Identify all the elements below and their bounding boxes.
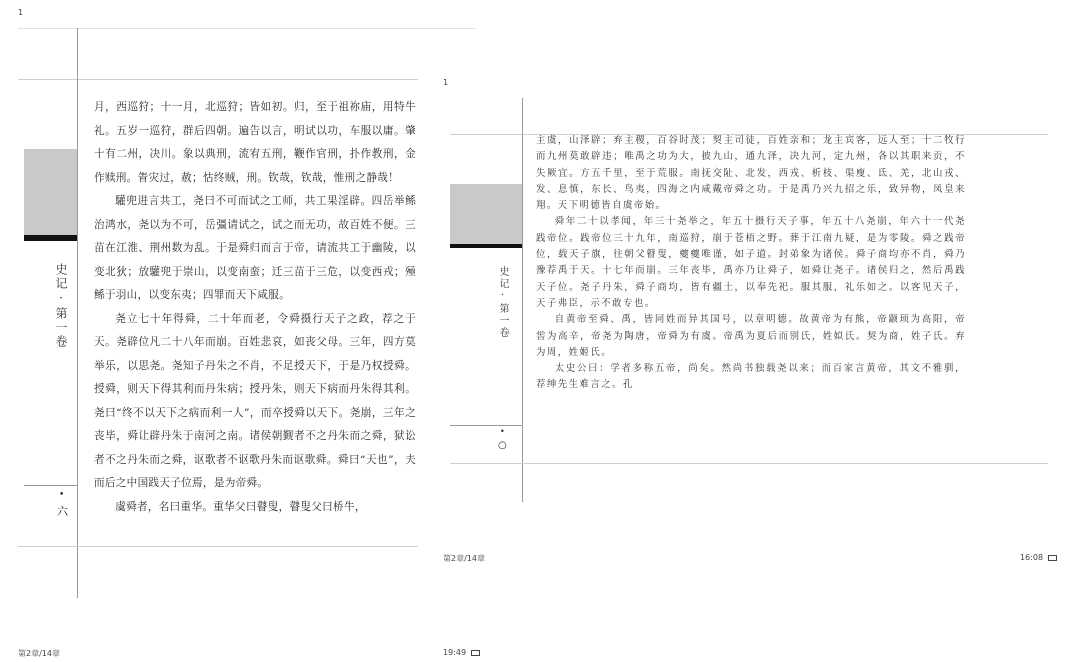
left-side-title: 史记·第一卷 — [54, 263, 68, 349]
right-side-title: 史记·第一卷 — [497, 266, 508, 339]
right-paragraph-4: 太史公曰：学者多称五帝，尚矣。然尚书独载尧以来；而百家言黄帝，其文不雅驯，荐绅先生难言之。孔 — [536, 363, 966, 391]
right-side-black-bar — [450, 244, 522, 248]
right-paragraph-1: 主虞，山泽辟；弃主稷，百谷时茂；契主司徒，百姓亲和；龙主宾客，远人至；十二牧行而九州莫敢辟违；唯禹之功为大，披九山，通九泽，决九河，定九州，各以其职来贡，不失厥宜。方五千里，至于荒服。南抚交阯、北发，西戎、析枝、渠廋、氐、羌，北山戎、发、息慎，东长、鸟夷，四海之内咸戴帝舜之功。于是禹乃兴九招之乐，致异物，凤皇来翔。天下明德皆自虞帝始。 — [536, 135, 966, 212]
right-bottom-rule — [450, 463, 1048, 464]
right-time-text: 16:08 — [1020, 553, 1044, 562]
right-footer-time — [1020, 553, 1057, 562]
left-side-black-bar — [24, 235, 77, 241]
left-bottom-rule — [18, 546, 418, 547]
left-pagenum-rule — [24, 485, 77, 486]
left-paragraph-2: 驩兜进言共工，尧曰不可而试之工师，共工果淫辟。四岳举鲧治鸿水，尧以为不可，岳彊请试之，试之而无功，故百姓不便。三苗在江淮、荆州数为乱。于是舜归而言于帝，请流共工于幽陵，以变北狄；放驩兜于崇山，以变南蛮；迁三苗于三危，以变西戎；殛鲧于羽山，以变东夷；四罪而天下咸服。 — [94, 195, 416, 301]
right-paragraph-3: 自黄帝至舜、禹，皆同姓而异其国号，以章明德。故黄帝为有熊，帝颛顼为高阳，帝喾为高辛，帝尧为陶唐，帝舜为有虞。帝禹为夏后而别氏，姓姒氏。契为商，姓子氏。弃为周，姓姬氏。 — [536, 314, 966, 358]
right-page-marker: 1 — [443, 78, 449, 87]
battery-icon — [471, 650, 480, 656]
battery-icon — [1048, 555, 1057, 561]
left-paragraph-3: 尧立七十年得舜，二十年而老，令舜摄行天子之政，荐之于天。尧辟位凡二十八年而崩。百姓悲哀，如丧父母。三年，四方莫举乐，以思尧。尧知子丹朱之不肖，不足授天下，于是乃权授舜。授舜，则天下得其利而丹朱病；授丹朱，则天下病而丹朱得其利。尧曰“终不以天下之病而利一人”，而卒授舜以天下。尧崩，三年之丧毕，舜让辟丹朱于南河之南。诸侯朝觐者不之丹朱而之舜，狱讼者不之丹朱而之舜，讴歌者不讴歌丹朱而讴歌舜。舜曰“天也”，夫而后之中国践天子位焉，是为帝舜。 — [94, 312, 416, 489]
right-body-text — [536, 133, 966, 394]
left-header-rule — [18, 79, 418, 80]
left-footer-chapter: 第2章/14章 — [18, 649, 60, 658]
right-footer-chapter: 第2章/14章 — [443, 554, 485, 563]
left-page-marker: 1 — [18, 8, 24, 17]
left-page-number: 六 — [57, 505, 68, 518]
right-page-dot: • — [500, 427, 505, 436]
left-page-dot: • — [59, 490, 65, 500]
right-side-gray-band — [450, 184, 522, 244]
right-page-number: ○ — [498, 440, 507, 451]
left-time-text: 19:49 — [443, 648, 467, 657]
left-body-text — [94, 96, 416, 519]
left-side-gray-band — [24, 149, 77, 235]
right-paragraph-2: 舜年二十以孝闻，年三十尧举之，年五十摄行天子事，年五十八尧崩，年六十一代尧践帝位。践帝位三十九年，南巡狩，崩于苍梧之野。葬于江南九疑，是为零陵。舜之践帝位，载天子旗，往朝父瞽叟，夔夔唯谨，如子道。封弟象为诸侯。舜子商均亦不肖，舜乃豫荐禹于天。十七年而崩。三年丧毕，禹亦乃让舜子，如舜让尧子。诸侯归之，然后禹践天子位。尧子丹朱，舜子商均，皆有疆土，以奉先祀。服其服，礼乐如之。以客见天子，天子弗臣，示不敢专也。 — [536, 216, 966, 309]
left-paragraph-4: 虞舜者，名曰重华。重华父曰瞽叟，瞽叟父曰桥牛， — [115, 500, 366, 513]
left-footer-time — [443, 648, 480, 657]
right-margin-rule — [522, 98, 523, 502]
right-pagenum-rule — [450, 425, 522, 426]
left-margin-rule — [77, 28, 78, 598]
left-top-rule — [18, 28, 476, 29]
left-paragraph-1: 月，西巡狩；十一月，北巡狩；皆如初。归，至于祖祢庙，用特牛礼。五岁一巡狩，群后四朝。遍告以言，明试以功，车服以庸。肇十有二州，决川。象以典刑，流宥五刑，鞭作官刑，扑作教刑，金作赎刑。眚灾过，赦；怙终贼，刑。钦哉，钦哉，惟刑之静哉！ — [94, 101, 416, 184]
